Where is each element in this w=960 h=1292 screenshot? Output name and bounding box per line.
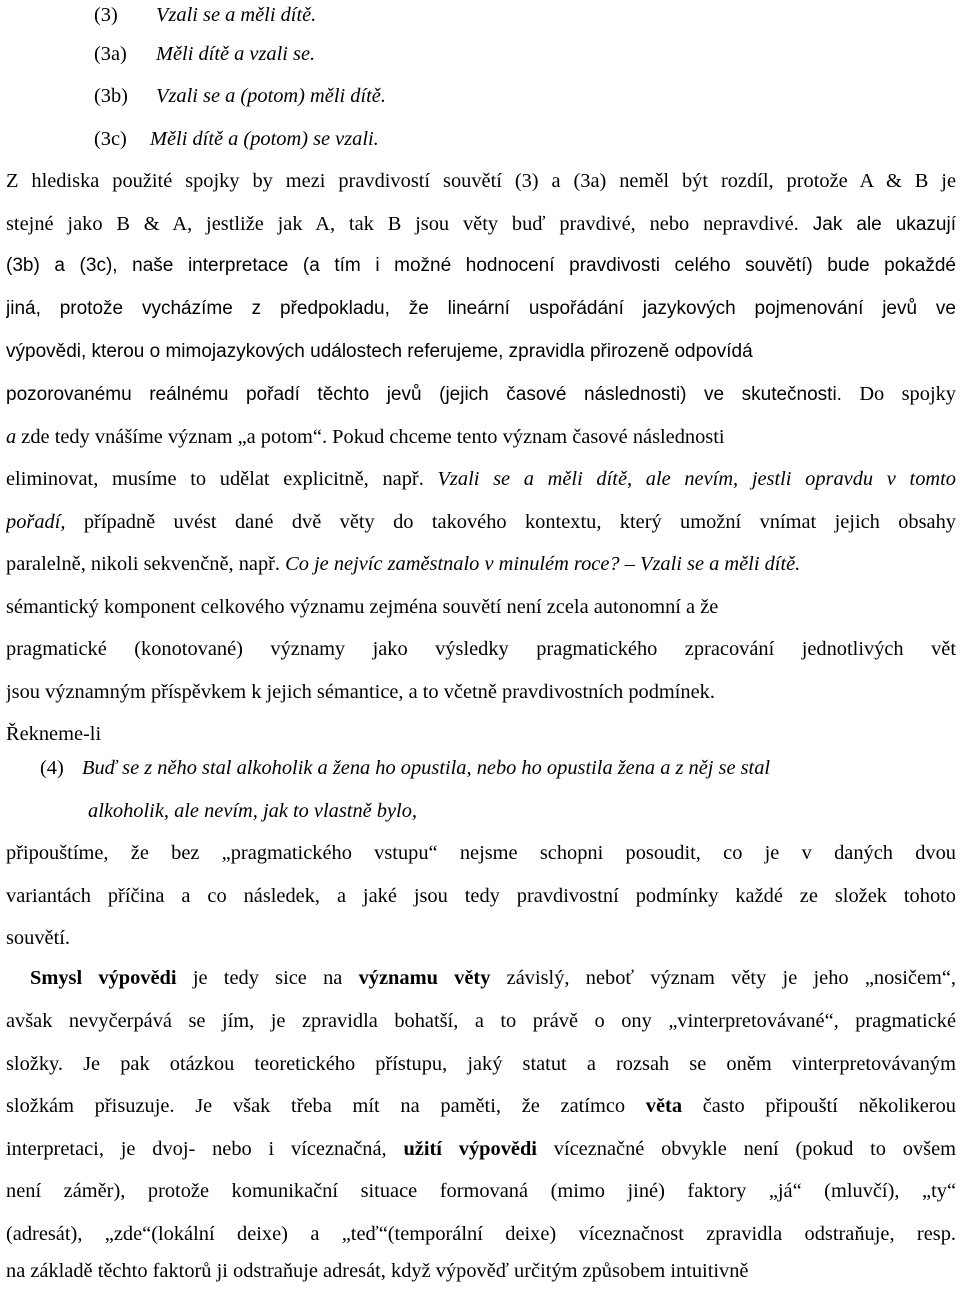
text-span: Pokud chceme tento význam časové následnosti — [327, 426, 725, 448]
paragraph-1-line-5: výpovědi, kterou o mimojazykových událostech referujeme, zpravidla přirozeně odpovídá — [6, 341, 753, 362]
paragraph-1-line-4: jiná, protože vycházíme z předpokladu, že lineární uspořádání jazykových pojmenování jevů ve — [6, 298, 956, 319]
paragraph-1-line-1: Z hlediska použité spojky by mezi pravdivostí souvětí (3) a (3a) neměl být rozdíl, protože A & B je — [6, 170, 956, 192]
example-text: Vzali se a (potom) měli dítě. — [156, 85, 386, 107]
example-number: (4) — [40, 757, 64, 779]
text-span: je tedy sice na — [176, 967, 359, 989]
text-span: složkám přisuzuje. Je však třeba mít na paměti, že zatímco — [6, 1095, 646, 1117]
text-span: Jak ale ukazují — [798, 214, 956, 235]
paragraph-2-line-4: Řekneme-li — [6, 723, 102, 745]
paragraph-2-line-2: pragmatické (konotované) významy jako výsledky pragmatického zpracování jednotlivých vět — [6, 638, 956, 660]
paragraph-1-line-8 — [6, 458, 956, 500]
text-span: často připouští několikerou — [682, 1095, 956, 1117]
text-span: významu věty — [358, 967, 491, 989]
example-4-line-1 — [40, 747, 956, 789]
example-text: Měli dítě a (potom) se vzali. — [150, 128, 379, 150]
example-text: alkoholik, ale nevím, jak to vlastně bylo, — [88, 800, 417, 822]
paragraph-2-line-3: jsou významným příspěvkem k jejich sémantice, a to včetně pravdivostních podmínek. — [6, 681, 715, 703]
text-span: Co je nejvíc zaměstnalo v minulém roce? – Vzali se a měli dítě. — [280, 553, 801, 575]
paragraph-3-line-3: souvětí. — [6, 927, 70, 949]
text-span: interpretaci, je dvoj- nebo i víceznačná, — [6, 1138, 404, 1160]
example-4-line-2 — [88, 790, 956, 832]
example-number: (3b) — [94, 85, 128, 107]
paragraph-4-line-3: složky. Je pak otázkou teoretického přístupu, jaký statut a rozsah se oněm vinterpretovávaným — [6, 1053, 956, 1075]
paragraph-4-line-7: (adresát), „zde“(lokální deixe) a „teď“(temporální deixe) víceznačnost zpravidla odstraňuje, resp. — [6, 1223, 956, 1245]
example-text: Buď se z něho stal alkoholik a žena ho opustila, nebo ho opustila žena a z něj se stal — [82, 757, 771, 779]
example-text: Měli dítě a vzali se. — [156, 43, 316, 65]
paragraph-4-line-5 — [6, 1128, 956, 1170]
paragraph-2-line-1: sémantický komponent celkového významu zejména souvětí není zcela autonomní a že — [6, 596, 719, 618]
example-number: (3) — [94, 4, 118, 26]
example-number: (3a) — [94, 43, 127, 65]
text-span: Vzali se a měli dítě, ale nevím, jestli opravdu v tomto — [423, 468, 956, 490]
example-3b — [94, 75, 960, 117]
example-3 — [94, 0, 960, 36]
text-span: pořadí, — [6, 511, 66, 533]
text-span: užití výpovědi — [403, 1138, 537, 1160]
text-span: věta — [645, 1095, 683, 1117]
paragraph-1-line-10 — [6, 543, 956, 585]
text-span: paralelně, nikoli sekvenčně, např. — [6, 553, 281, 575]
example-3a — [94, 33, 960, 75]
paragraph-1-line-6 — [6, 373, 956, 415]
paragraph-4-line-2: avšak nevyčerpává se jím, je zpravidla bohatší, a to právě o ony „vinterpretovávané“, pragmatické — [6, 1010, 956, 1032]
paragraph-4-line-1 — [30, 957, 956, 999]
text-span: víceznačné obvykle není (pokud to ovšem — [536, 1138, 956, 1160]
text-span: případně uvést dané dvě věty do takového kontextu, který umožní vnímat jejich obsahy — [65, 511, 956, 533]
text-span: stejné jako B & A, jestliže jak A, tak B jsou věty buď pravdivé, nebo nepravdivé. — [6, 213, 799, 235]
paragraph-1-line-3: (3b) a (3c), naše interpretace (a tím i možné hodnocení pravdivosti celého souvětí) bude pokaždé — [6, 255, 956, 276]
paragraph-1-line-9 — [6, 501, 956, 543]
paragraph-1-line-7 — [6, 416, 956, 458]
text-span: a — [6, 426, 17, 448]
paragraph-4-line-4 — [6, 1085, 956, 1127]
text-span: eliminovat, musíme to udělat explicitně, např. — [6, 468, 424, 490]
example-3c — [94, 118, 960, 160]
text-span: pozorovanému reálnému pořadí těchto jevů (jejich časové následnosti) ve skutečnosti. — [6, 384, 842, 405]
paragraph-1-line-2 — [6, 203, 956, 245]
text-span: zde tedy vnášíme význam „a potom“. — [16, 426, 328, 448]
paragraph-4-line-6: není záměr), protože komunikační situace formovaná (mimo jiné) faktory „já“ (mluvčí), „ty“ — [6, 1180, 956, 1202]
example-text: Vzali se a měli dítě. — [156, 4, 317, 26]
paragraph-4-line-8: na základě těchto faktorů ji odstraňuje adresát, když výpověď určitým způsobem intuitivně — [6, 1260, 749, 1282]
text-span: závislý, neboť význam věty je jeho „nosičem“, — [490, 967, 956, 989]
text-span: Do spojky — [841, 383, 956, 405]
paragraph-3-line-2: variantách příčina a co následek, a jaké jsou tedy pravdivostní podmínky každé ze složek tohoto — [6, 885, 956, 907]
paragraph-3-line-1: připouštíme, že bez „pragmatického vstupu“ nejsme schopni posoudit, co je v daných dvou — [6, 842, 956, 864]
example-number: (3c) — [94, 128, 127, 150]
text-span: Smysl výpovědi — [30, 967, 177, 989]
